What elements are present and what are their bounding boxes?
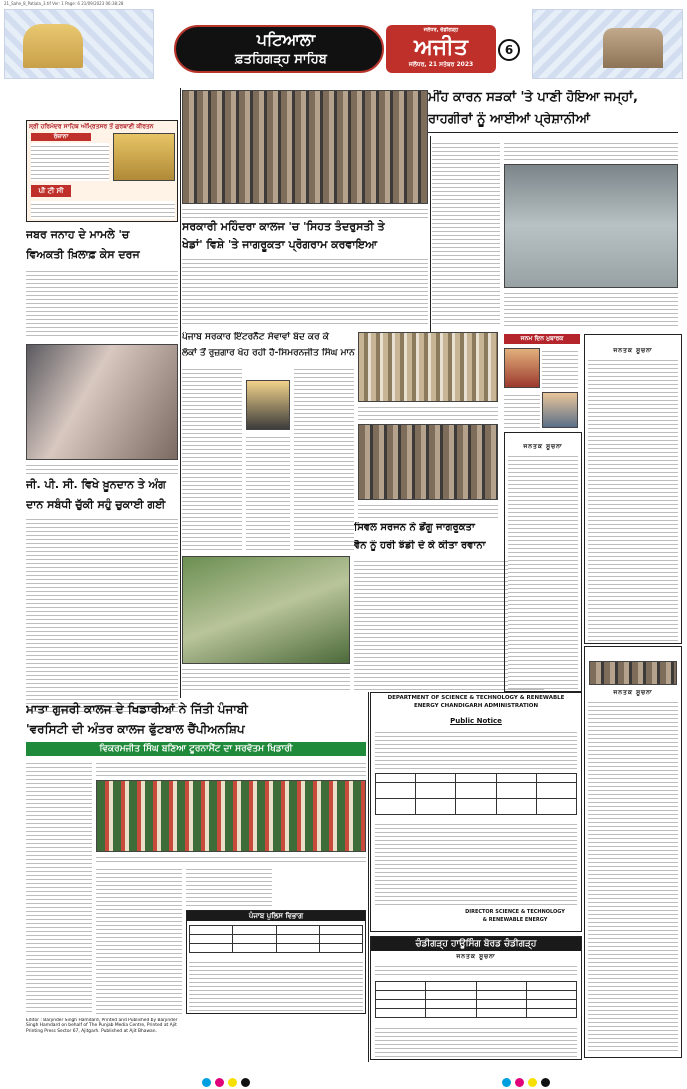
birthday-text-1 bbox=[542, 348, 578, 388]
masthead-left-art bbox=[4, 9, 154, 79]
football-band: ਵਿਕਰਮਜੀਤ ਸਿੰਘ ਬਣਿਆ ਟੂਰਨਾਮੈਂਟ ਦਾ ਸਰਵੋਤਮ ਖਿਡਾਰੀ bbox=[26, 742, 366, 756]
internet-headline-2: ਲੋਕਾਂ ਤੋਂ ਰੁਜ਼ਗਾਰ ਖੋਹ ਰਹੀ ਹੈ-ਸਿਮਰਨਜੀਤ ਸਿੰਘ ਮਾਨ bbox=[182, 348, 355, 358]
column-rule-3 bbox=[368, 692, 369, 1062]
football-caption bbox=[96, 854, 366, 864]
weather-headline-2: ਰਾਹਗੀਰਾਂ ਨੂੰ ਆਈਆਂ ਪ੍ਰੇਸ਼ਾਨੀਆਂ bbox=[428, 112, 590, 127]
print-slug: 21_Sahe_8_Patiala_3.tif Ver: 1 Page: 6 21/09/2023 06:38:28 bbox=[4, 1, 124, 6]
gpc-caption bbox=[26, 462, 178, 474]
gpc-body bbox=[26, 516, 178, 714]
internet-body-c bbox=[246, 434, 290, 552]
energy-ad-sign: DIRECTOR SCIENCE & TECHNOLOGY bbox=[465, 909, 565, 915]
masthead-title-box bbox=[174, 25, 384, 73]
gurbani-header: ਸ੍ਰੀ ਹਰਿਮੰਦਰ ਸਾਹਿਬ ਅੰਮ੍ਰਿਤਸਰ ਤੋਂ ਗੁਰਬਾਣੀ ਕੀਰਤਨ bbox=[29, 123, 154, 130]
notice-body-3 bbox=[588, 699, 678, 1053]
tree-plant-caption bbox=[358, 502, 498, 520]
internet-body-b bbox=[294, 366, 354, 552]
internet-headline-1: ਪੰਜਾਬ ਸਰਕਾਰ ਇੰਟਰਨੈੱਟ ਸੇਵਾਵਾਂ ਬੰਦ ਕਰ ਕੇ bbox=[182, 332, 329, 342]
brand-box bbox=[386, 25, 496, 73]
masthead-title-line1: ਪਟਿਆਲਾ bbox=[256, 30, 316, 49]
housing-ad-title: ਚੰਡੀਗੜ੍ਹ ਹਾਊਸਿੰਗ ਬੋਰਡ ਚੰਡੀਗੜ੍ਹ bbox=[371, 937, 581, 951]
police-ad-title: ਪੰਜਾਬ ਪੁਲਿਸ ਵਿਭਾਗ bbox=[187, 911, 365, 921]
gurbani-sub: ਰੋਜ਼ਾਨਾ bbox=[31, 133, 91, 141]
housing-ad-body bbox=[375, 1025, 577, 1057]
internet-body-a bbox=[182, 366, 242, 552]
birthday-text-2 bbox=[504, 392, 540, 428]
birthday-photo-2 bbox=[542, 392, 578, 428]
college-group-photo bbox=[182, 90, 428, 204]
birthday-band: ਜਨਮ ਦਿਨ ਮੁਬਾਰਕ bbox=[504, 334, 580, 344]
weather-body-b bbox=[504, 140, 678, 162]
college-caption bbox=[182, 206, 428, 218]
notice-body-1 bbox=[588, 357, 678, 641]
police-ad bbox=[186, 910, 366, 1014]
police-caption bbox=[358, 404, 498, 420]
case-body bbox=[26, 268, 178, 338]
energy-ad-sign-2: & RENEWABLE ENERGY bbox=[482, 917, 548, 923]
football-body-d bbox=[186, 866, 272, 906]
case-headline-1: ਜਬਰ ਜਨਾਹ ਦੇ ਮਾਮਲੇ 'ਚ bbox=[26, 228, 130, 241]
gpc-photo bbox=[26, 344, 178, 460]
college-body bbox=[182, 256, 428, 324]
athletes-caption bbox=[182, 666, 350, 690]
ptc-logo: ਪੀ ਟੀ ਸੀ bbox=[31, 185, 71, 197]
golden-temple-photo bbox=[113, 133, 175, 181]
imprint: Editor : Barjinder Singh Hamdard, Printed and Published by Barjinder Singh Hamdard on behalf of The Punjab Media Centre, Printed at Ajit Printing Press Sector 67, Ajitgarh. Published at Ajit Bhawan. bbox=[26, 1018, 178, 1034]
football-body-a bbox=[26, 760, 92, 1014]
civil-headline-2: ਵੈਨ ਨੂੰ ਹਰੀ ਝੰਡੀ ਦੇ ਕੇ ਕੀਤਾ ਰਵਾਨਾ bbox=[354, 540, 486, 551]
civil-headline-1: ਸਿਵਲ ਸਰਜਨ ਨੇ ਡੇਂਗੂ ਜਾਗਰੂਕਤਾ bbox=[354, 522, 475, 533]
mann-portrait bbox=[246, 380, 290, 430]
notice-heading-1: ਜਨਤਕ ਸੂਚਨਾ bbox=[613, 347, 653, 354]
energy-ad-title-1: DEPARTMENT OF SCIENCE & TECHNOLOGY & RENEWABLE bbox=[387, 695, 565, 701]
notice-photos bbox=[589, 661, 677, 685]
energy-ad-body bbox=[375, 821, 577, 905]
gpc-headline-1: ਜੀ. ਪੀ. ਸੀ. ਵਿਖੇ ਖ਼ੂਨਦਾਨ ਤੇ ਅੰਗ bbox=[26, 478, 166, 491]
football-headline-2: 'ਵਰਸਿਟੀ ਦੀ ਅੰਤਰ ਕਾਲਜ ਫੁੱਟਬਾਲ ਚੈਂਪੀਅਨਸ਼ਿਪ bbox=[26, 722, 245, 736]
notice-body-2 bbox=[508, 453, 578, 689]
notice-heading-3: ਜਨਤਕ ਸੂਚਨਾ bbox=[613, 689, 653, 696]
brand-city: ਜਲੰਧਰ, ਚੰਡੀਗੜ੍ਹ bbox=[423, 27, 459, 33]
masthead bbox=[4, 9, 683, 79]
weather-body-a bbox=[432, 140, 500, 326]
flood-photo bbox=[504, 164, 678, 288]
monument-illustration bbox=[603, 28, 663, 68]
column-rule-1 bbox=[180, 88, 181, 698]
birthday-photo-1 bbox=[504, 348, 540, 388]
brand-name: ਅਜੀਤ bbox=[414, 35, 468, 60]
case-headline-2: ਵਿਅਕਤੀ ਖ਼ਿਲਾਫ਼ ਕੇਸ ਦਰਜ bbox=[26, 248, 140, 261]
football-body-c bbox=[96, 866, 182, 1014]
gpc-headline-2: ਦਾਨ ਸਬੰਧੀ ਚੁੱਕੀ ਸਹੁੰ ਚੁਕਾਈ ਗਈ bbox=[26, 498, 166, 511]
weather-headline-1: ਮੀਂਹ ਕਾਰਨ ਸੜਕਾਂ 'ਤੇ ਪਾਣੀ ਹੋਇਆ ਜਮ੍ਹਾਂ, bbox=[428, 90, 638, 105]
energy-ad-notice: Public Notice bbox=[450, 717, 502, 725]
gurbani-promo bbox=[26, 120, 178, 222]
masthead-right-art bbox=[532, 9, 683, 79]
police-photo bbox=[358, 332, 498, 402]
energy-ad-intro bbox=[375, 729, 577, 769]
page-number: 6 bbox=[498, 39, 520, 61]
football-team-photo bbox=[96, 780, 366, 852]
registration-marks-left bbox=[200, 1072, 260, 1084]
issue-date: ਜਲੰਧਰ, 21 ਸਤੰਬਰ 2023 bbox=[408, 61, 474, 68]
notice-heading-2: ਜਨਤਕ ਸੂਚਨਾ bbox=[523, 443, 563, 450]
weather-rule bbox=[428, 132, 678, 133]
masthead-title-line2: ਫ਼ਤਹਿਗੜ੍ਹ ਸਾਹਿਬ bbox=[235, 52, 327, 67]
college-headline-1: ਸਰਕਾਰੀ ਮਹਿੰਦਰਾ ਕਾਲਜ 'ਚ 'ਸਿਹਤ ਤੰਦਰੁਸਤੀ ਤੇ bbox=[182, 220, 385, 233]
flood-caption bbox=[504, 290, 678, 326]
registration-marks-right bbox=[500, 1072, 560, 1084]
notice-column-3 bbox=[584, 646, 682, 1058]
energy-ad bbox=[370, 692, 582, 932]
notice-column-2 bbox=[504, 432, 582, 692]
housing-ad-intro bbox=[375, 963, 577, 977]
notice-column-1 bbox=[584, 334, 682, 644]
college-headline-2: ਖੇਡਾਂ' ਵਿਸ਼ੇ 'ਤੇ ਜਾਗਰੂਕਤਾ ਪ੍ਰੋਗਰਾਮ ਕਰਵਾਇਆ bbox=[182, 238, 378, 251]
gurbani-text bbox=[31, 143, 109, 181]
athletes-photo bbox=[182, 556, 350, 664]
housing-ad bbox=[370, 936, 582, 1060]
football-body-b bbox=[96, 760, 366, 778]
police-ad-table bbox=[189, 925, 363, 953]
tree-plant-photo bbox=[358, 424, 498, 500]
housing-ad-sub: ਜਨਤਕ ਸੂਚਨਾ bbox=[456, 953, 496, 960]
football-headline-1: ਮਾਤਾ ਗੁਜਰੀ ਕਾਲਜ ਦੇ ਖਿਡਾਰੀਆਂ ਨੇ ਜਿੱਤੀ ਪੰਜਾਬੀ bbox=[26, 702, 248, 716]
housing-ad-table bbox=[375, 981, 577, 1018]
energy-ad-title-2: ENERGY CHANDIGARH ADMINISTRATION bbox=[413, 703, 539, 709]
energy-ad-table bbox=[375, 773, 577, 815]
police-ad-text bbox=[189, 959, 363, 1011]
gurdwara-illustration bbox=[23, 24, 83, 68]
column-rule-2 bbox=[430, 136, 431, 332]
gurbani-schedule bbox=[31, 201, 175, 219]
